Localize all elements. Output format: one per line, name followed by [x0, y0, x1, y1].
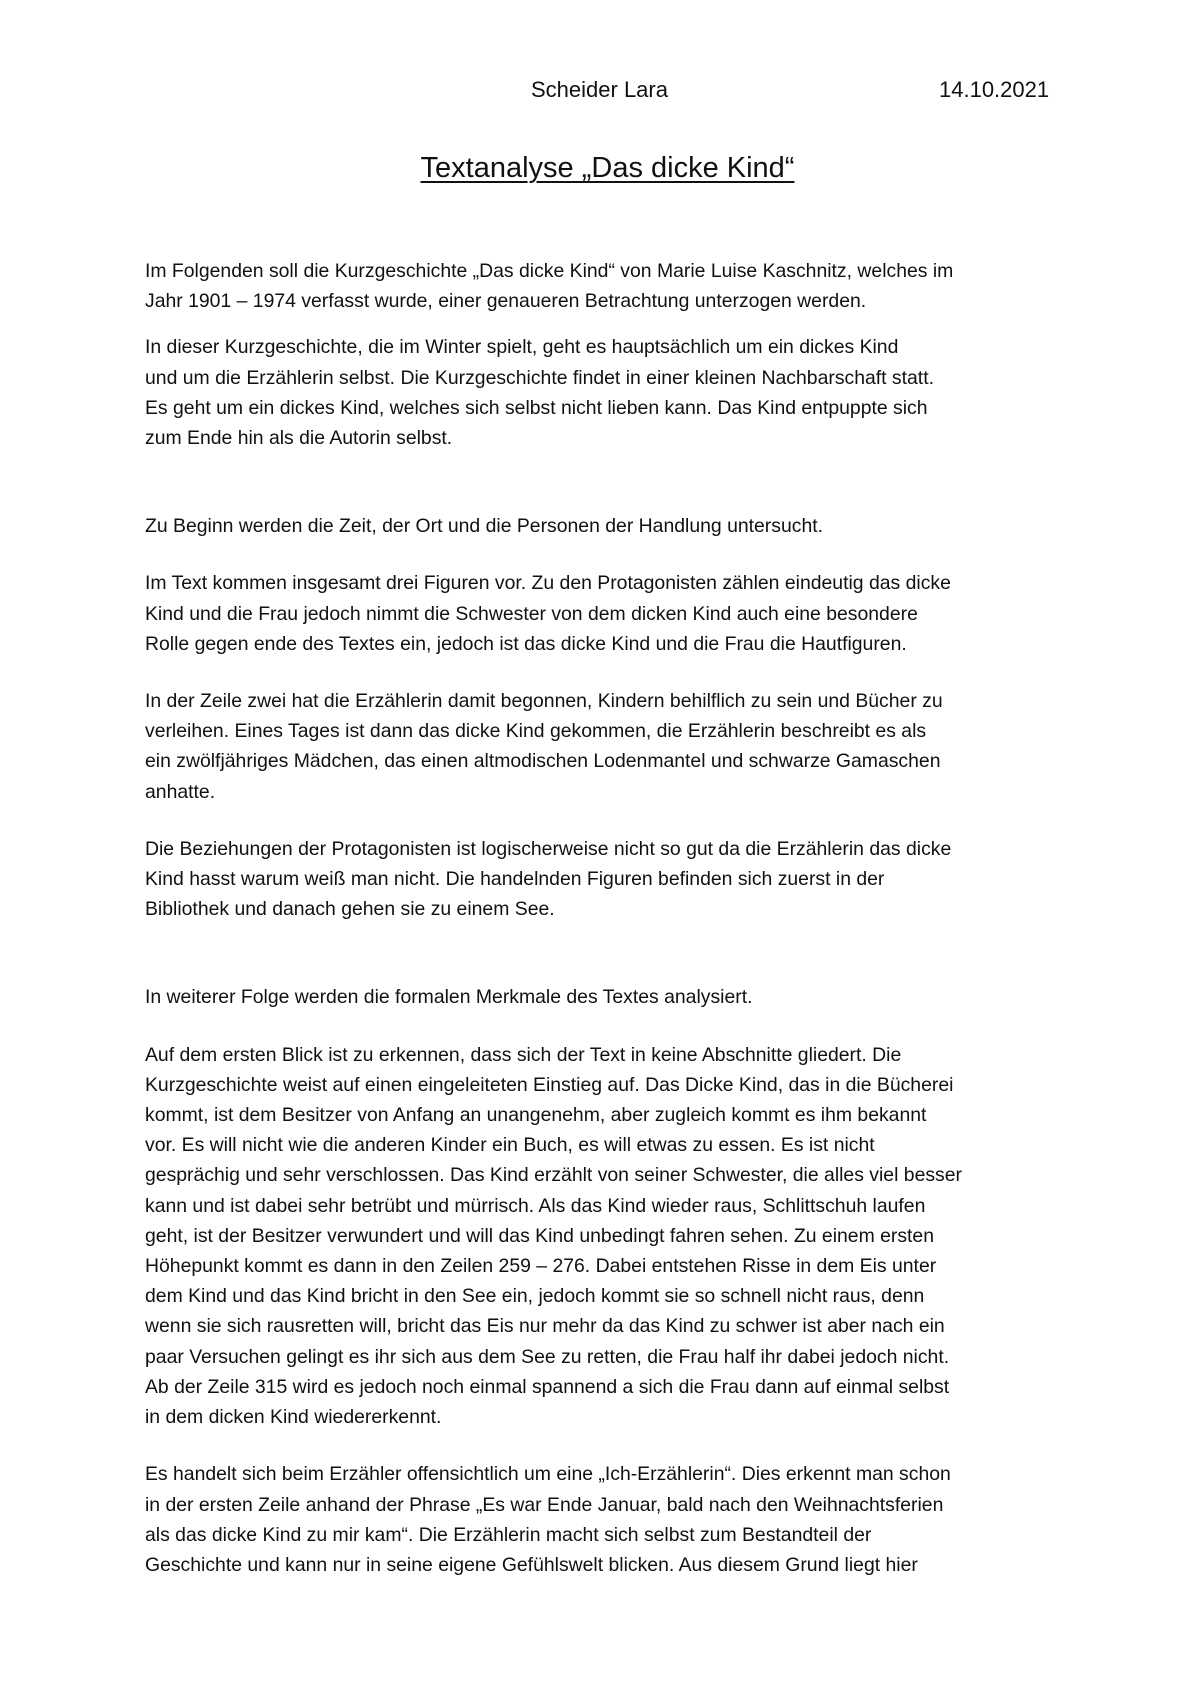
text-line: kommt, ist dem Besitzer von Anfang an unangenehm, aber zugleich kommt es ihm bekannt [145, 1104, 927, 1127]
text-line: Im Folgenden soll die Kurzgeschichte „Das dicke Kind“ von Marie Luise Kaschnitz, welches im [145, 260, 954, 282]
paragraph-figures [145, 568, 1070, 659]
text-line: als das dicke Kind zu mir kam“. Die Erzählerin macht sich selbst zum Bestandteil der [145, 1523, 872, 1546]
document-date: 14.10.2021 [939, 77, 1050, 102]
text-line: Geschichte und kann nur in seine eigene Gefühlswelt blicken. Aus diesem Grund liegt hier [145, 1553, 918, 1576]
text-line: Auf dem ersten Blick ist zu erkennen, dass sich der Text in keine Abschnitte gliedert. Die [145, 1043, 902, 1066]
text-line: Kind hasst warum weiß man nicht. Die handelnden Figuren befinden sich zuerst in der [145, 868, 885, 891]
paragraph-introduction [145, 256, 1070, 316]
text-line: In dieser Kurzgeschichte, die im Winter spielt, geht es hauptsächlich um ein dickes Kind [145, 336, 899, 359]
text-line: vor. Es will nicht wie die anderen Kinder ein Buch, es will etwas zu essen. Es ist nicht [145, 1134, 875, 1157]
paragraph-line-two [145, 686, 1070, 807]
text-line: wenn sie sich rausretten will, bricht das Eis nur mehr da das Kind zu schwer ist aber nach ein [145, 1315, 945, 1338]
text-line: zum Ende hin als die Autorin selbst. [145, 427, 453, 450]
text-line: In der Zeile zwei hat die Erzählerin damit begonnen, Kindern behilflich zu sein und Bücher zu [145, 690, 943, 713]
text-line: in der ersten Zeile anhand der Phrase „Es war Ende Januar, bald nach den Weihnachtsferien [145, 1493, 944, 1516]
paragraph-structure [145, 1040, 1070, 1433]
paragraph-relations [145, 834, 1070, 925]
text-line: in dem dicken Kind wiedererkennt. [145, 1406, 442, 1429]
text-line: Es geht um ein dickes Kind, welches sich selbst nicht lieben kann. Das Kind entpuppte sich [145, 396, 928, 419]
text-line: geht, ist der Besitzer verwundert und will das Kind unbedingt fahren sehen. Zu einem ersten [145, 1224, 935, 1247]
text-line: anhatte. [145, 780, 216, 803]
text-line: Zu Beginn werden die Zeit, der Ort und die Personen der Handlung untersucht. [145, 515, 824, 538]
text-line: Ab der Zeile 315 wird es jedoch noch einmal spannend a sich die Frau dann auf einmal selbst [145, 1375, 950, 1398]
text-line: Kind und die Frau jedoch nimmt die Schwester von dem dicken Kind auch eine besondere [145, 602, 918, 625]
text-line: kann und ist dabei sehr betrübt und mürrisch. Als das Kind wieder raus, Schlittschuh laufen [145, 1194, 926, 1217]
document-title: Textanalyse „Das dicke Kind“ [420, 152, 795, 184]
text-line: ein zwölfjähriges Mädchen, das einen altmodischen Lodenmantel und schwarze Gamaschen [145, 750, 941, 773]
text-line: Höhepunkt kommt es dann in den Zeilen 259 – 276. Dabei entstehen Risse in dem Eis unter [145, 1255, 937, 1278]
text-line: Es handelt sich beim Erzähler offensichtlich um eine „Ich-Erzählerin“. Dies erkennt man schon [145, 1463, 951, 1486]
text-line: Bibliothek und danach gehen sie zu einem See. [145, 898, 555, 921]
text-line: paar Versuchen gelingt es ihr sich aus dem See zu retten, die Frau half ihr dabei jedoch nicht. [145, 1345, 950, 1368]
text-line: Jahr 1901 – 1974 verfasst wurde, einer genaueren Betrachtung unterzogen werden. [145, 290, 867, 313]
text-line: In weiterer Folge werden die formalen Merkmale des Textes analysiert. [145, 986, 753, 1009]
document-body [145, 256, 1070, 1580]
text-line: dem Kind und das Kind bricht in den See ein, jedoch kommt sie so schnell nicht raus, denn [145, 1285, 925, 1308]
text-line: Die Beziehungen der Protagonisten ist logischerweise nicht so gut da die Erzählerin das dicke [145, 837, 952, 860]
text-line: verleihen. Eines Tages ist dann das dicke Kind gekommen, die Erzählerin beschreibt es als [145, 720, 927, 743]
text-line: Im Text kommen insgesamt drei Figuren vor. Zu den Protagonisten zählen eindeutig das dicke [145, 572, 951, 595]
paragraph-time-place-persons [145, 511, 1070, 541]
text-line: und um die Erzählerin selbst. Die Kurzgeschichte findet in einer kleinen Nachbarschaft statt. [145, 366, 934, 389]
paragraph-narrator [145, 1459, 1070, 1580]
paragraph-summary [145, 332, 1070, 453]
text-line: Rolle gegen ende des Textes ein, jedoch ist das dicke Kind und die Frau die Hautfiguren. [145, 632, 907, 655]
text-line: Kurzgeschichte weist auf einen eingeleiteten Einstieg auf. Das Dicke Kind, das in die Bücherei [145, 1073, 954, 1096]
text-line: gesprächig und sehr verschlossen. Das Kind erzählt von seiner Schwester, die alles viel besser [145, 1164, 962, 1187]
paragraph-formal-features [145, 982, 1070, 1012]
author-name: Scheider Lara [531, 77, 668, 102]
